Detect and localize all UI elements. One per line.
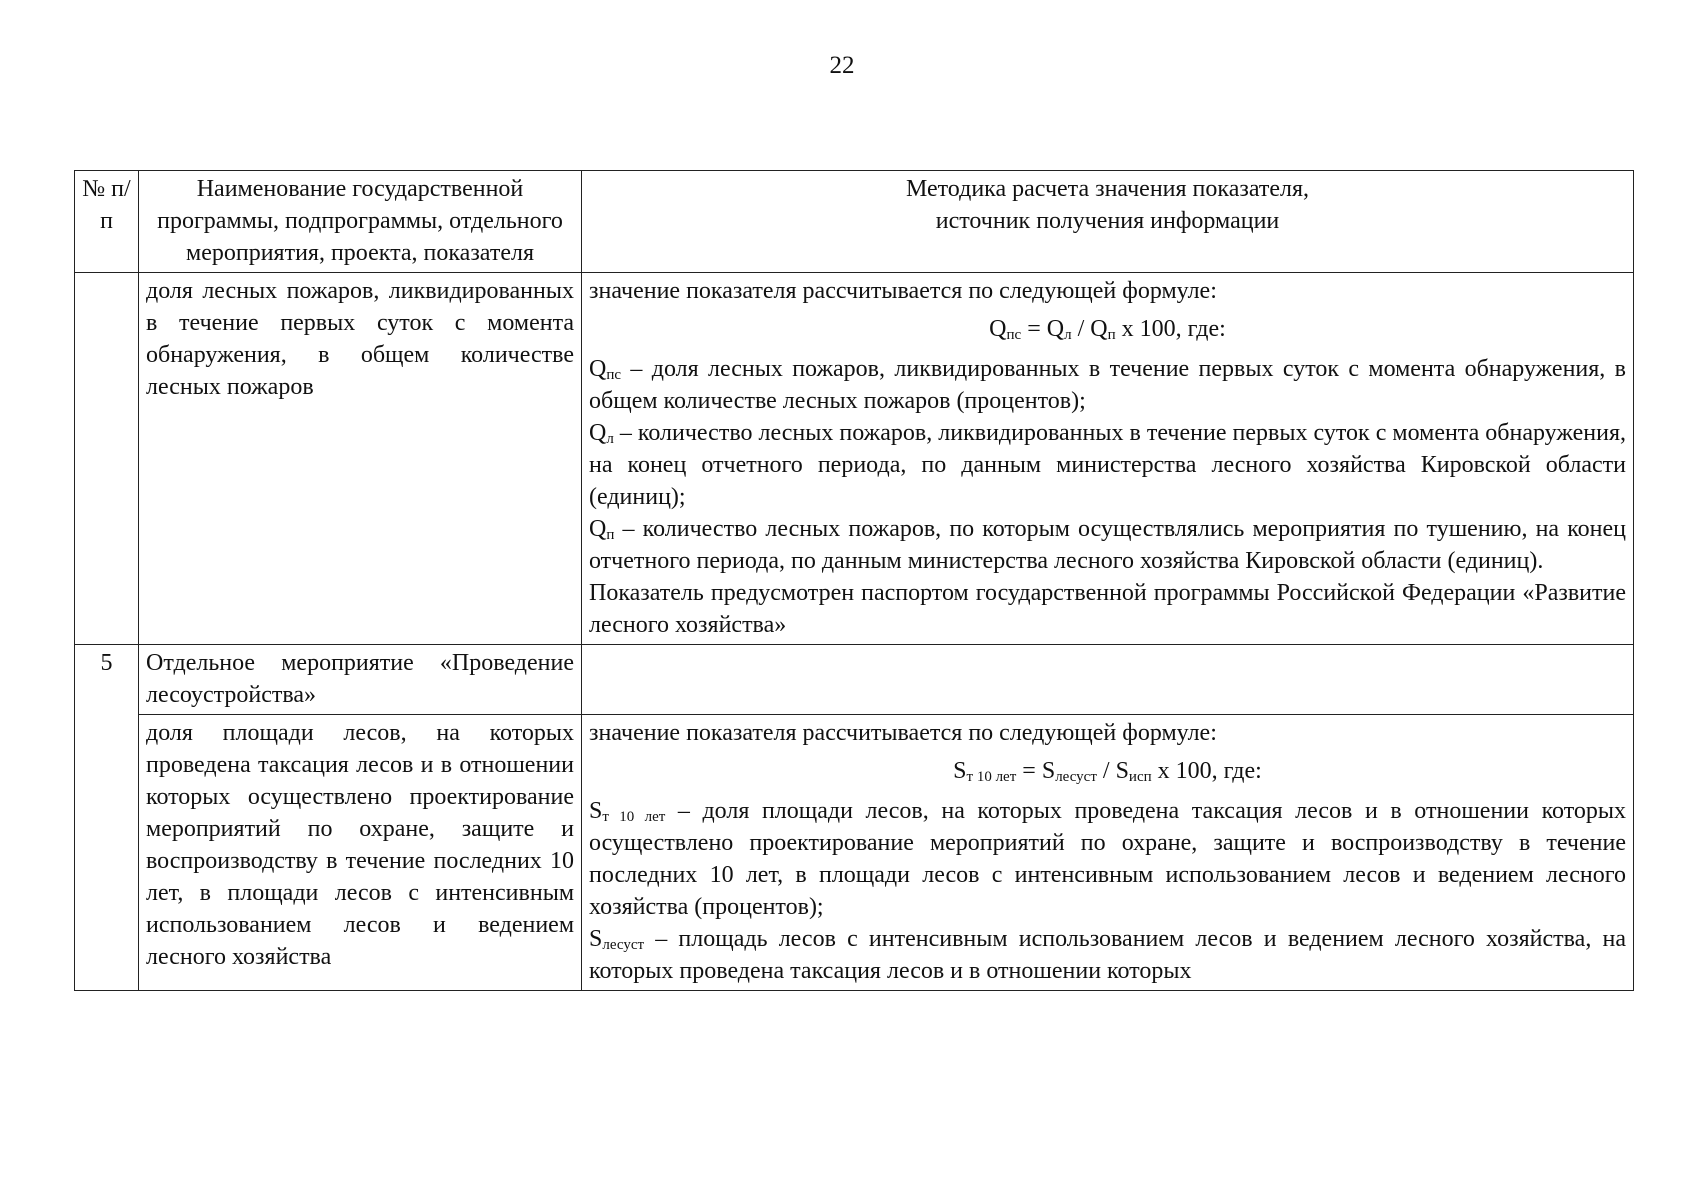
formula-operator: / xyxy=(1096,758,1116,784)
page-number: 22 xyxy=(829,52,855,79)
table-row xyxy=(75,715,1634,991)
header-method-line1: Методика расчета значения показателя, xyxy=(905,176,1310,202)
formula-symbol: Q xyxy=(1090,316,1108,342)
indicator-name: доля площади лесов, на которых проведена таксация лесов и в отношении которых осуществлено проектирование мероприятий по охране, защите и воспроизводству в течение последних 10 лет, в площади лесов с интенсивным использованием лесов и ведением лесного хозяйства xyxy=(139,715,582,991)
header-method xyxy=(582,171,1634,273)
formula-intro: значение показателя рассчитывается по следующей формуле: xyxy=(589,278,1217,304)
formula-symbol: Q xyxy=(989,316,1007,342)
definition: $Q_л$ – количество лесных пожаров, ликвидированных в течение первых суток с момента обнаружения, на конец отчетного периода, по данным министерства лесного хозяйства Кировской области (единиц); xyxy=(589,420,1626,510)
formula-symbol: Q xyxy=(1046,316,1065,342)
formula-symbol: S xyxy=(1115,758,1129,784)
formula-subscript: исп xyxy=(1128,769,1152,785)
header-method-line2: источник получения информации xyxy=(935,208,1280,234)
definition: $S_{т 10 лет}$ – доля площади лесов, на которых проведена таксация лесов и в отношении которых осуществлено проектирование мероприятий по охране, защите и воспроизводству в течение последних 10 лет, в площади лесов с интенсивным использованием лесов и ведением лесного хозяйства (процентов); xyxy=(589,798,1626,920)
formula-symbol: S xyxy=(953,758,967,784)
method-cell xyxy=(582,273,1634,645)
formula-operator: / xyxy=(1071,316,1091,342)
formula xyxy=(589,313,1626,345)
table-row xyxy=(75,645,1634,715)
formula-operator: = xyxy=(1021,316,1047,342)
formula xyxy=(589,755,1626,787)
formula-subscript: пс xyxy=(1006,327,1022,343)
indicator-table xyxy=(74,170,1634,991)
row-num xyxy=(75,273,139,645)
indicator-name: доля лесных пожаров, ликвидированных в течение первых суток с момента обнаружения, в общем количестве лесных пожаров xyxy=(139,273,582,645)
formula-subscript: п xyxy=(1107,327,1116,343)
formula-tail: x 100, где: xyxy=(1115,316,1226,342)
formula-tail: x 100, где: xyxy=(1151,758,1262,784)
formula-symbol: S xyxy=(1041,758,1056,784)
header-num: № п/п xyxy=(75,171,139,273)
source-note: Показатель предусмотрен паспортом государственной программы Российской Федерации «Развитие лесного хозяйства» xyxy=(589,580,1626,638)
method-cell xyxy=(582,715,1634,991)
row-num: 5 xyxy=(75,645,139,991)
formula-subscript: т 10 лет xyxy=(966,769,1017,785)
header-name: Наименование государственной программы, подпрограммы, отдельного мероприятия, проекта, показателя xyxy=(139,171,582,273)
method-cell xyxy=(582,645,1634,715)
formula-subscript: л xyxy=(1064,327,1072,343)
formula-subscript: лесуст xyxy=(1055,769,1097,785)
formula-operator: = xyxy=(1016,758,1042,784)
table-row xyxy=(75,273,1634,645)
definition: $Q_{пс}$ – доля лесных пожаров, ликвидированных в течение первых суток с момента обнаружения, в общем количестве лесных пожаров (процентов); xyxy=(589,356,1626,414)
measure-name: Отдельное мероприятие «Проведение лесоустройства» xyxy=(139,645,582,715)
formula-intro: значение показателя рассчитывается по следующей формуле: xyxy=(589,720,1217,746)
table-header-row xyxy=(75,171,1634,273)
definition: $Q_п$ – количество лесных пожаров, по которым осуществлялись мероприятия по тушению, на конец отчетного периода, по данным министерства лесного хозяйства Кировской области (единиц). xyxy=(589,516,1626,574)
definition: $S_{лесуст}$ – площадь лесов с интенсивным использованием лесов и ведением лесного хозяйства, на которых проведена таксация лесов и в отношении которых xyxy=(589,926,1626,984)
